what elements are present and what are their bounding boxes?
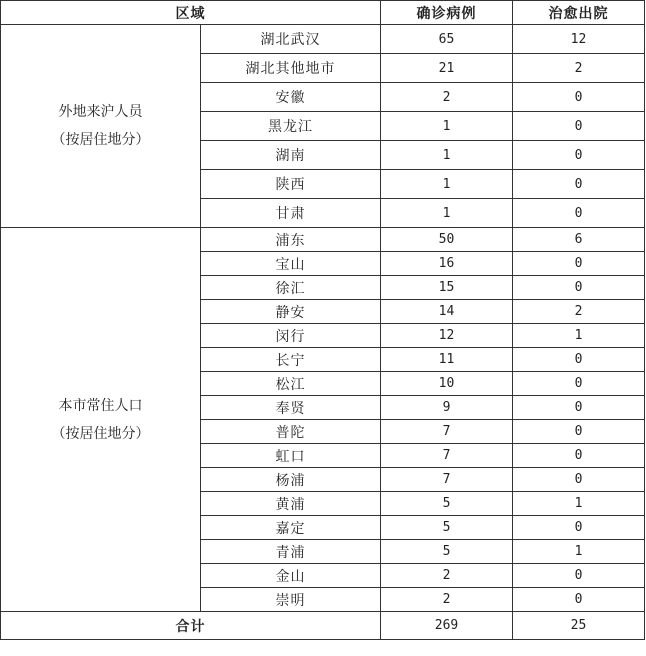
group-label: 本市常住人口 (58, 397, 143, 414)
discharged-cell: 12 (513, 25, 645, 54)
confirmed-cell: 2 (381, 83, 513, 112)
table-row (1, 228, 645, 252)
discharged-cell: 0 (513, 252, 645, 276)
region-name-cell: 陕西 (201, 170, 381, 199)
confirmed-cell: 1 (381, 112, 513, 141)
region-name-cell: 虹口 (201, 444, 381, 468)
confirmed-cell: 5 (381, 540, 513, 564)
discharged-cell: 0 (513, 83, 645, 112)
region-name-cell: 松江 (201, 372, 381, 396)
header-discharged: 治愈出院 (513, 1, 645, 25)
discharged-cell: 0 (513, 444, 645, 468)
discharged-cell: 0 (513, 199, 645, 228)
group-sublabel: （按居住地分） (51, 425, 150, 442)
group-label: 外地来沪人员 (58, 104, 143, 120)
confirmed-cell: 1 (381, 199, 513, 228)
group-sublabel: （按居住地分） (51, 132, 150, 148)
discharged-cell: 0 (513, 170, 645, 199)
header-region: 区域 (1, 1, 381, 25)
region-name-cell: 普陀 (201, 420, 381, 444)
region-name-cell: 金山 (201, 564, 381, 588)
discharged-cell: 0 (513, 276, 645, 300)
total-label: 合计 (1, 612, 381, 640)
discharged-cell: 1 (513, 540, 645, 564)
confirmed-cell: 11 (381, 348, 513, 372)
region-name-cell: 杨浦 (201, 468, 381, 492)
discharged-cell: 1 (513, 492, 645, 516)
region-name-cell: 黑龙江 (201, 112, 381, 141)
discharged-cell: 0 (513, 112, 645, 141)
group-label-cell (1, 25, 201, 228)
confirmed-cell: 5 (381, 492, 513, 516)
confirmed-cell: 10 (381, 372, 513, 396)
region-name-cell: 徐汇 (201, 276, 381, 300)
discharged-cell: 0 (513, 564, 645, 588)
confirmed-cell: 21 (381, 54, 513, 83)
region-name-cell: 青浦 (201, 540, 381, 564)
confirmed-cell: 2 (381, 588, 513, 612)
confirmed-cell: 7 (381, 444, 513, 468)
confirmed-cell: 7 (381, 420, 513, 444)
confirmed-cell: 12 (381, 324, 513, 348)
discharged-cell: 2 (513, 300, 645, 324)
region-name-cell: 湖南 (201, 141, 381, 170)
discharged-cell: 0 (513, 516, 645, 540)
total-row (1, 612, 645, 640)
table-body (1, 25, 645, 612)
confirmed-cell: 16 (381, 252, 513, 276)
discharged-cell: 0 (513, 141, 645, 170)
confirmed-cell: 9 (381, 396, 513, 420)
region-name-cell: 崇明 (201, 588, 381, 612)
discharged-cell: 0 (513, 372, 645, 396)
region-name-cell: 静安 (201, 300, 381, 324)
region-name-cell: 闵行 (201, 324, 381, 348)
discharged-cell: 0 (513, 468, 645, 492)
region-name-cell: 湖北武汉 (201, 25, 381, 54)
region-name-cell: 嘉定 (201, 516, 381, 540)
region-name-cell: 甘肃 (201, 199, 381, 228)
region-name-cell: 安徽 (201, 83, 381, 112)
confirmed-cell: 65 (381, 25, 513, 54)
header-confirmed: 确诊病例 (381, 1, 513, 25)
region-name-cell: 宝山 (201, 252, 381, 276)
region-name-cell: 奉贤 (201, 396, 381, 420)
discharged-cell: 0 (513, 396, 645, 420)
table-header-row (1, 1, 645, 25)
discharged-cell: 0 (513, 420, 645, 444)
confirmed-cell: 1 (381, 141, 513, 170)
confirmed-cell: 7 (381, 468, 513, 492)
region-name-cell: 湖北其他地市 (201, 54, 381, 83)
group-label-cell (1, 228, 201, 612)
region-name-cell: 黄浦 (201, 492, 381, 516)
confirmed-cell: 2 (381, 564, 513, 588)
region-name-cell: 浦东 (201, 228, 381, 252)
discharged-cell: 0 (513, 588, 645, 612)
total-discharged: 25 (513, 612, 645, 640)
confirmed-cell: 5 (381, 516, 513, 540)
discharged-cell: 2 (513, 54, 645, 83)
confirmed-cell: 1 (381, 170, 513, 199)
discharged-cell: 6 (513, 228, 645, 252)
discharged-cell: 1 (513, 324, 645, 348)
table-row (1, 25, 645, 54)
confirmed-cell: 50 (381, 228, 513, 252)
discharged-cell: 0 (513, 348, 645, 372)
confirmed-cell: 15 (381, 276, 513, 300)
total-confirmed: 269 (381, 612, 513, 640)
confirmed-cell: 14 (381, 300, 513, 324)
region-name-cell: 长宁 (201, 348, 381, 372)
